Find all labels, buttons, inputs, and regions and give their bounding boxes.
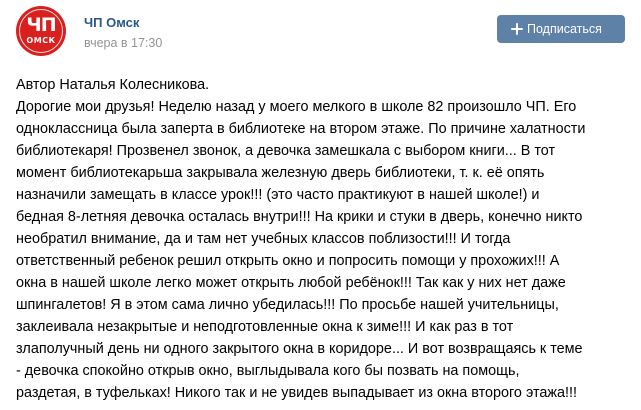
post-header <box>0 0 641 60</box>
post-text-line: назначили замещать в классе урок!!! (это часто практикуют в нашей школе!) и <box>16 187 540 203</box>
post-text-line: библиотекаря! Прозвенел звонок, а девочка замешкала с выбором книги... В тот <box>16 143 556 159</box>
post-text-line: Дорогие мои друзья! Неделю назад у моего мелкого в школе 82 произошло ЧП. Его <box>16 99 577 115</box>
post-text-line: раздетая, в туфельках! Никого так и не увидев выпадывает из окна второго этажа!!! <box>16 385 578 401</box>
subscribe-button-label: Подписаться <box>527 22 602 36</box>
post-text-line: Автор Наталья Колесникова. <box>16 77 210 93</box>
post-time-link[interactable]: вчера в 17:30 <box>84 36 163 50</box>
avatar[interactable] <box>16 6 66 56</box>
post-text-line: бедная 8-летняя девочка осталась внутри!!! На крики и стуки в дверь, конечно никто <box>16 209 583 225</box>
post-text-line: - девочка спокойно открыв окно, выглыдывала кого бы позвать на помощь, <box>16 363 520 379</box>
post-text-line: ответственный ребенок решил открыть окно и попросить помощи у прохожих!!! А <box>16 253 560 269</box>
post-text-line: заклеивала незакрытые и неподготовленные окна к зиме!!! И как раз в тот <box>16 319 514 335</box>
post-text <box>16 74 628 404</box>
author-name-link[interactable]: ЧП Омск <box>84 15 140 30</box>
post-text-line: необратил внимание, да и там нет учебных классов поблизости!!! И тогда <box>16 231 511 247</box>
plus-icon <box>511 23 523 35</box>
post-text-line: шпингалетов! Я в этом сама лично убедилась!!! По просьбе нашей учительницы, <box>16 297 559 313</box>
avatar-logo-subtext: ОМСК <box>26 36 56 45</box>
subscribe-button[interactable] <box>497 15 625 43</box>
avatar-logo-text: ЧП <box>26 14 56 36</box>
post-text-line: одноклассница была заперта в библиотеке на втором этаже. По причине халатности <box>16 121 586 137</box>
post-text-line: злаполучный день ни одного закрытого окна в коридоре... И вот возвращаясь к теме <box>16 341 583 357</box>
post-text-line: окна в нашей школе легко может открыть любой ребёнок!!! Так как у них нет даже <box>16 275 566 291</box>
post-text-line: момент библиотекарьша закрывала железную дверь библиотеки, т. к. её опять <box>16 165 545 181</box>
